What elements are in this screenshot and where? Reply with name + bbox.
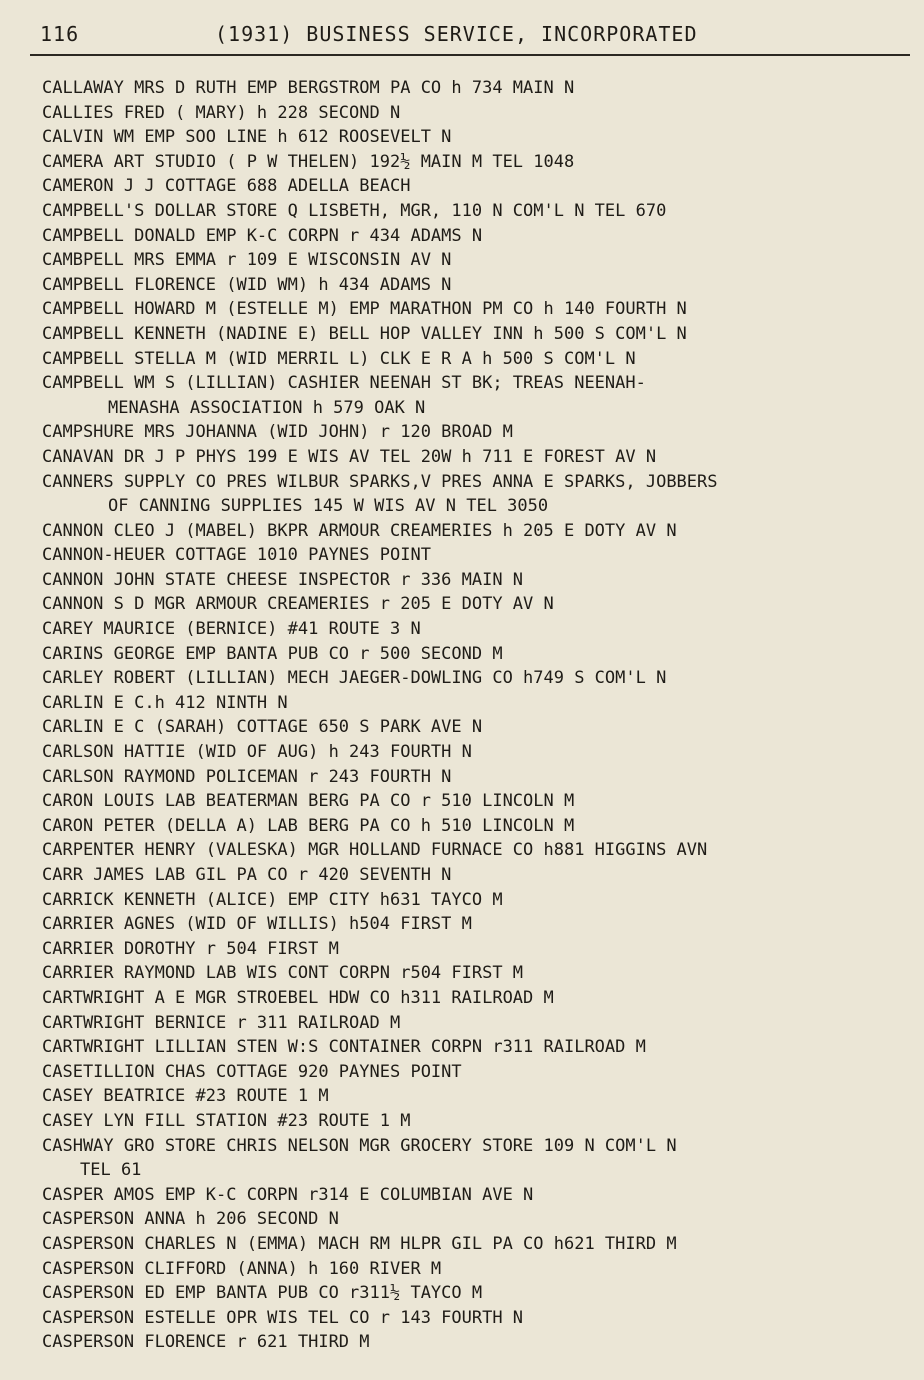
directory-entry: CAMERA ART STUDIO ( P W THELEN) 192½ MAIN M TEL 1048: [42, 151, 575, 172]
directory-entry: CALVIN WM EMP SOO LINE h 612 ROOSEVELT N: [42, 127, 452, 148]
directory-entry: CARPENTER HENRY (VALESKA) MGR HOLLAND FURNACE CO h881 HIGGINS AVN: [42, 840, 708, 861]
directory-entry: CARRIER AGNES (WID OF WILLIS) h504 FIRST M: [42, 914, 472, 935]
directory-entry: CASEY LYN FILL STATION #23 ROUTE 1 M: [42, 1110, 411, 1131]
directory-entry: CARRIER DOROTHY r 504 FIRST M: [42, 938, 339, 959]
directory-entry: CASPERSON FLORENCE r 621 THIRD M: [42, 1332, 370, 1353]
page-header: [0, 22, 924, 48]
directory-entry: CAMPSHURE MRS JOHANNA (WID JOHN) r 120 BROAD M: [42, 422, 513, 443]
directory-entry: CASPERSON CHARLES N (EMMA) MACH RM HLPR GIL PA CO h621 THIRD M: [42, 1233, 677, 1254]
directory-entry: CARLIN E C (SARAH) COTTAGE 650 S PARK AVE N: [42, 717, 483, 738]
directory-entry: CANNON JOHN STATE CHEESE INSPECTOR r 336 MAIN N: [42, 569, 524, 590]
page-title: (1931) BUSINESS SERVICE, INCORPORATED: [215, 22, 698, 46]
directory-entry: CARLSON RAYMOND POLICEMAN r 243 FOURTH N: [42, 766, 452, 787]
directory-entry: CAMPBELL FLORENCE (WID WM) h 434 ADAMS N: [42, 274, 452, 295]
directory-entry-continuation: TEL 61: [80, 1160, 142, 1181]
directory-entry: CALLAWAY MRS D RUTH EMP BERGSTROM PA CO h 734 MAIN N: [42, 78, 575, 98]
directory-entry: CANNON-HEUER COTTAGE 1010 PAYNES POINT: [42, 545, 431, 566]
directory-entry: CASPERSON ED EMP BANTA PUB CO r311½ TAYCO M: [42, 1283, 483, 1304]
directory-entry: CARLSON HATTIE (WID OF AUG) h 243 FOURTH N: [42, 742, 472, 763]
directory-entry: CANAVAN DR J P PHYS 199 E WIS AV TEL 20W h 711 E FOREST AV N: [42, 446, 657, 467]
directory-entry: CARR JAMES LAB GIL PA CO r 420 SEVENTH N: [42, 865, 452, 885]
directory-entry: CASEY BEATRICE #23 ROUTE 1 M: [42, 1086, 329, 1107]
directory-entry: CAMERON J J COTTAGE 688 ADELLA BEACH: [42, 176, 411, 197]
directory-entry: CAMPBELL WM S (LILLIAN) CASHIER NEENAH ST BK; TREAS NEENAH-: [42, 373, 646, 394]
directory-entry: CARTWRIGHT LILLIAN STEN W:S CONTAINER CORPN r311 RAILROAD M: [42, 1037, 646, 1058]
directory-entry: CARRICK KENNETH (ALICE) EMP CITY h631 TAYCO M: [42, 889, 503, 910]
directory-entry: CARLEY ROBERT (LILLIAN) MECH JAEGER-DOWLING CO h749 S COM'L N: [42, 668, 667, 689]
directory-entry: CAMBPELL MRS EMMA r 109 E WISCONSIN AV N: [42, 250, 452, 271]
directory-entry: CARON LOUIS LAB BEATERMAN BERG PA CO r 510 LINCOLN M: [42, 791, 575, 812]
directory-entry: CARTWRIGHT A E MGR STROEBEL HDW CO h311 RAILROAD M: [42, 987, 554, 1008]
directory-entry: CANNON S D MGR ARMOUR CREAMERIES r 205 E DOTY AV N: [42, 594, 554, 615]
directory-entry: CANNERS SUPPLY CO PRES WILBUR SPARKS,V PRES ANNA E SPARKS, JOBBERS: [42, 471, 718, 492]
directory-entry: CASPERSON CLIFFORD (ANNA) h 160 RIVER M: [42, 1258, 442, 1279]
directory-entry: CAMPBELL'S DOLLAR STORE Q LISBETH, MGR, 110 N COM'L N TEL 670: [42, 200, 667, 221]
directory-entry: CAREY MAURICE (BERNICE) #41 ROUTE 3 N: [42, 619, 421, 640]
directory-entry: CALLIES FRED ( MARY) h 228 SECOND N: [42, 102, 401, 123]
directory-entry: CASETILLION CHAS COTTAGE 920 PAYNES POINT: [42, 1061, 462, 1082]
header-divider: [30, 54, 910, 56]
directory-listing: [42, 76, 914, 1355]
directory-entry: CANNON CLEO J (MABEL) BKPR ARMOUR CREAMERIES h 205 E DOTY AV N: [42, 520, 677, 541]
directory-entry: CARON PETER (DELLA A) LAB BERG PA CO h 510 LINCOLN M: [42, 815, 575, 836]
directory-entry: CASPER AMOS EMP K-C CORPN r314 E COLUMBIAN AVE N: [42, 1184, 534, 1205]
directory-entry: CAMPBELL HOWARD M (ESTELLE M) EMP MARATHON PM CO h 140 FOURTH N: [42, 299, 687, 320]
directory-entry: CARRIER RAYMOND LAB WIS CONT CORPN r504 FIRST M: [42, 963, 524, 984]
directory-entry: CARINS GEORGE EMP BANTA PUB CO r 500 SECOND M: [42, 643, 503, 664]
directory-entry: CAMPBELL DONALD EMP K-C CORPN r 434 ADAMS N: [42, 225, 483, 246]
directory-entry: CARTWRIGHT BERNICE r 311 RAILROAD M: [42, 1012, 401, 1033]
directory-entry: CARLIN E C.h 412 NINTH N: [42, 692, 288, 713]
directory-entry: CASPERSON ESTELLE OPR WIS TEL CO r 143 FOURTH N: [42, 1307, 524, 1328]
directory-entry-continuation: MENASHA ASSOCIATION h 579 OAK N: [108, 397, 426, 418]
directory-entry: CAMPBELL STELLA M (WID MERRIL L) CLK E R A h 500 S COM'L N: [42, 348, 636, 369]
directory-entry: CASHWAY GRO STORE CHRIS NELSON MGR GROCERY STORE 109 N COM'L N: [42, 1135, 677, 1156]
page-number: 116: [40, 22, 80, 46]
directory-entry: CAMPBELL KENNETH (NADINE E) BELL HOP VALLEY INN h 500 S COM'L N: [42, 323, 687, 344]
directory-entry-continuation: OF CANNING SUPPLIES 145 W WIS AV N TEL 3050: [108, 496, 549, 517]
directory-entry: CASPERSON ANNA h 206 SECOND N: [42, 1209, 339, 1230]
